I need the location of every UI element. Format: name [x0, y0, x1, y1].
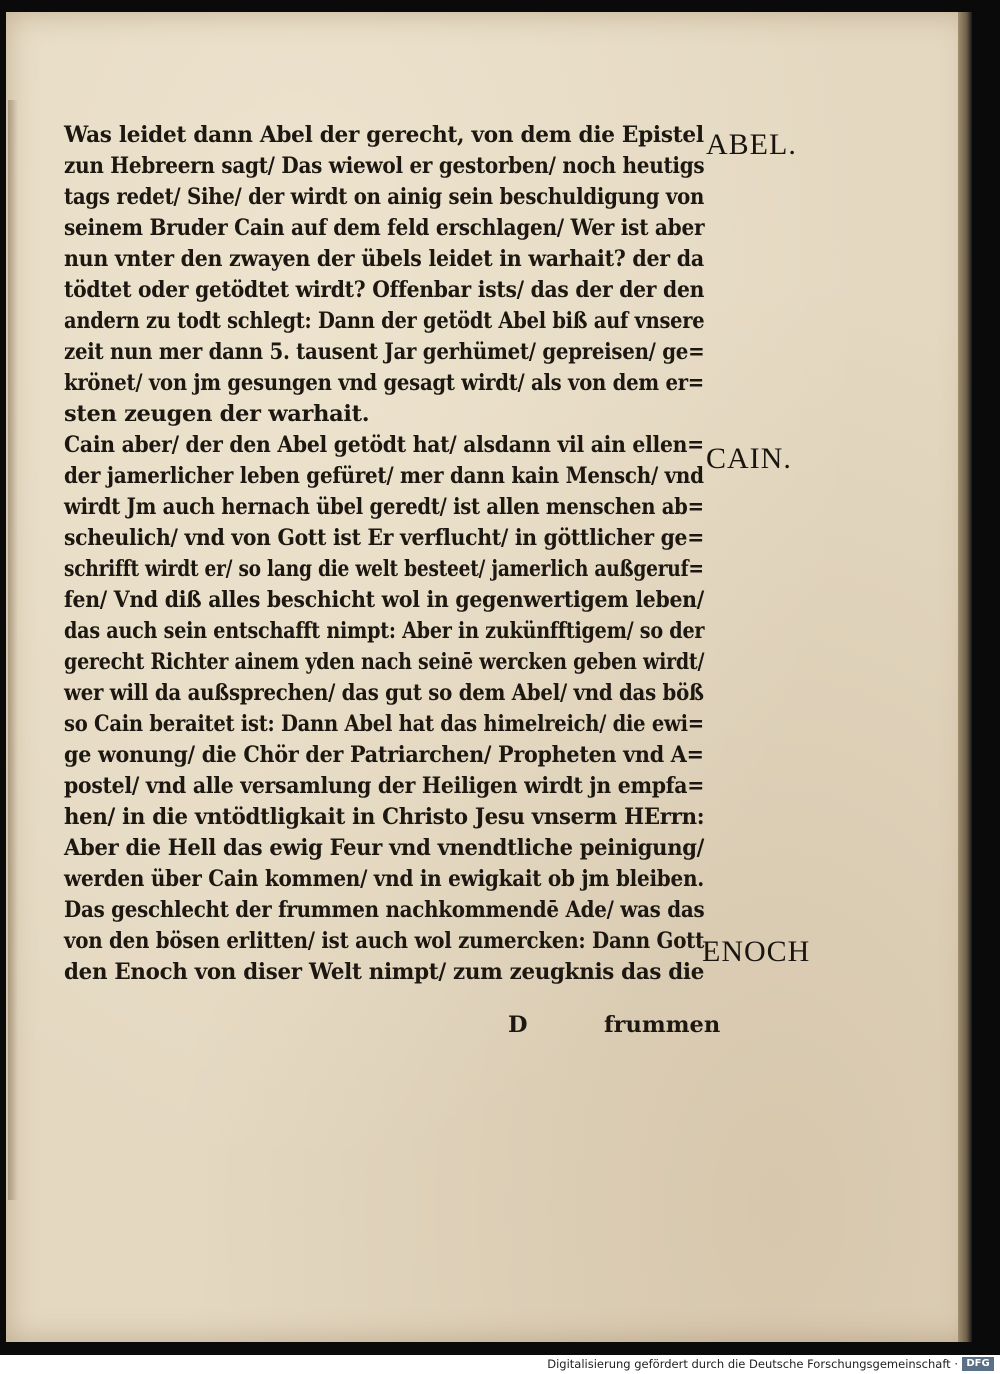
text-line: das auch sein entschafft nimpt: Aber in zukünfftigem/ so der — [64, 618, 705, 644]
signature-mark: D — [508, 1012, 528, 1038]
body-text — [64, 120, 704, 988]
catchword: frummen — [604, 1012, 721, 1038]
text-line: sten zeugen der warhait. — [64, 401, 370, 427]
text-line: Das geschlecht der frummen nachkommendē Ade/ was das — [64, 897, 705, 923]
dfg-logo: DFG — [962, 1357, 994, 1371]
margin-note-cain: CAIN. — [706, 442, 792, 475]
funding-credit: Digitalisierung gefördert durch die Deutsche Forschungsgemeinschaft · — [547, 1357, 958, 1371]
text-line: krönet/ von jm gesungen vnd gesagt wirdt/ als von dem er= — [64, 370, 704, 396]
text-line: gerecht Richter ainem yden nach seinē wercken geben wirdt/ — [64, 649, 705, 675]
text-line: nun vnter den zwayen der übels leidet in warhait? der da — [64, 246, 704, 272]
text-line: zun Hebreern sagt/ Das wiewol er gestorben/ noch heutigs — [64, 153, 705, 179]
text-line: andern zu todt schlegt: Dann der getödt Abel biß auf vnsere — [64, 308, 705, 334]
text-line: Was leidet dann Abel der gerecht, von dem die Epistel — [64, 122, 704, 148]
text-line: der jamerlicher leben gefüret/ mer dann kain Mensch/ vnd — [64, 463, 704, 489]
margin-note-abel: ABEL. — [706, 128, 797, 161]
text-line: den Enoch von diser Welt nimpt/ zum zeugknis das die — [64, 959, 705, 985]
text-line: tags redet/ Sihe/ der wirdt on ainig sein beschuldigung von — [64, 184, 705, 210]
text-line: von den bösen erlitten/ ist auch wol zumercken: Dann Gott — [64, 928, 704, 954]
text-line: wirdt Jm auch hernach übel geredt/ ist allen menschen ab= — [64, 494, 704, 520]
text-line: hen/ in die vntödtligkait in Christo Jesu vnserm HErrn: — [64, 804, 705, 830]
text-line: fen/ Vnd diß alles beschicht wol in gegenwertigem leben/ — [64, 587, 704, 613]
text-line: tödtet oder getödtet wirdt? Offenbar ists/ das der der den — [64, 277, 705, 303]
page-gutter-shadow — [8, 100, 18, 1200]
text-line: Aber die Hell das ewig Feur vnd vnendtliche peinigung/ — [64, 835, 705, 861]
text-line: zeit nun mer dann 5. tausent Jar gerhümet/ gepreisen/ ge= — [64, 339, 705, 365]
text-line: wer will da außsprechen/ das gut so dem Abel/ vnd das böß — [64, 680, 704, 706]
text-line: so Cain beraitet ist: Dann Abel hat das himelreich/ die ewi= — [64, 711, 704, 737]
text-line: Cain aber/ der den Abel getödt hat/ alsdann vil ain ellen= — [64, 432, 704, 458]
text-line: scheulich/ vnd von Gott ist Er verflucht/ in göttlicher ge= — [64, 525, 704, 551]
text-line: postel/ vnd alle versamlung der Heiligen wirdt jn empfa= — [64, 773, 705, 799]
text-line: schrifft wirdt er/ so lang die welt besteet/ jamerlich außgeruf= — [64, 556, 704, 582]
text-line: werden über Cain kommen/ vnd in ewigkait ob jm bleiben. — [64, 866, 704, 892]
text-line: ge wonung/ die Chör der Patriarchen/ Propheten vnd A= — [64, 742, 704, 768]
margin-note-enoch: ENOCH — [702, 935, 811, 968]
page-edge — [958, 12, 972, 1342]
text-line: seinem Bruder Cain auf dem feld erschlagen/ Wer ist aber — [64, 215, 705, 241]
footer-bar — [0, 1355, 1000, 1374]
